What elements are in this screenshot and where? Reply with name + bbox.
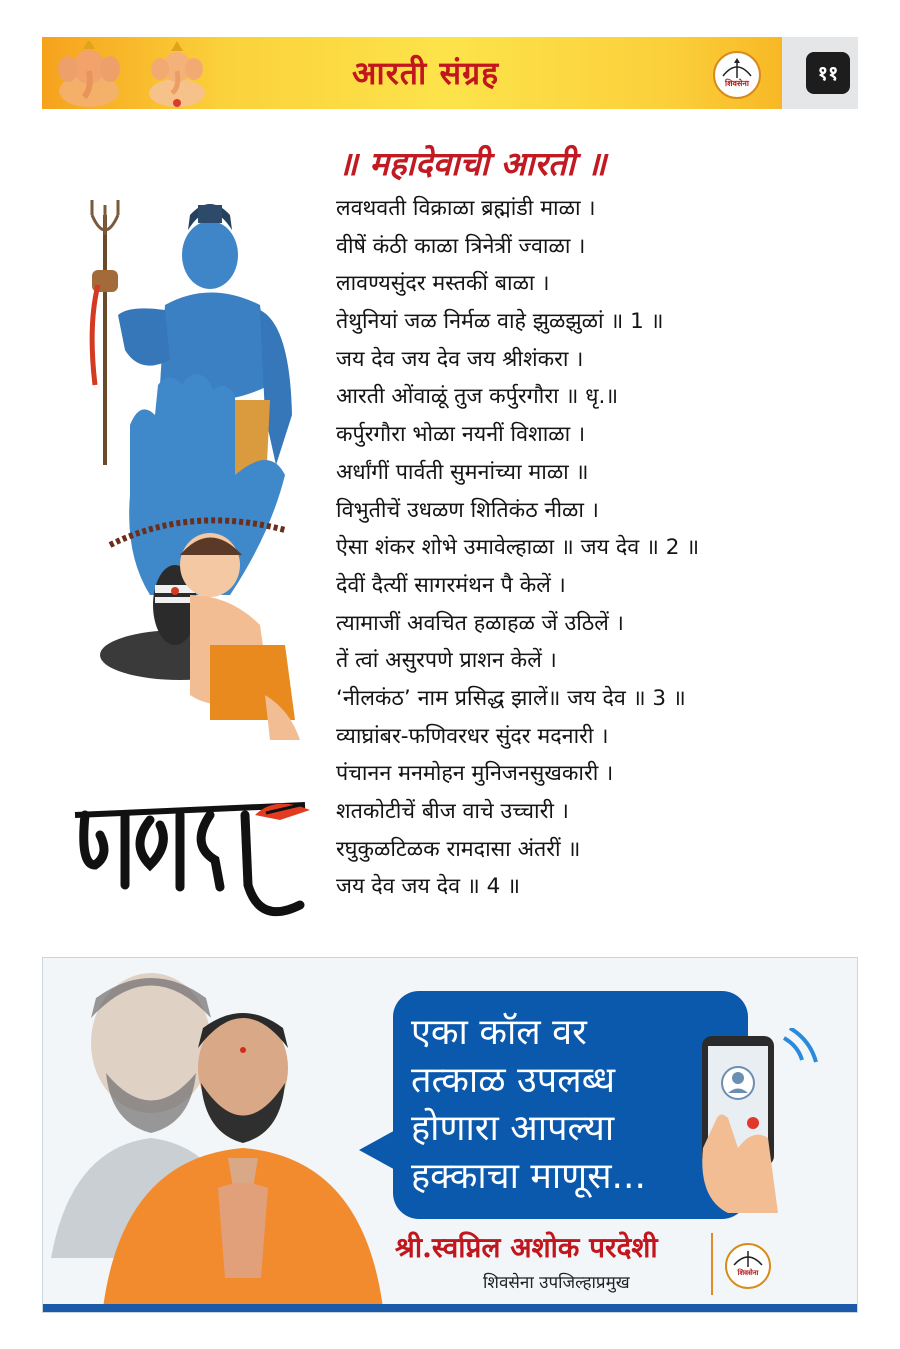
verse-line: लावण्यसुंदर मस्तकीं बाळा । <box>336 271 550 297</box>
verse-line: शतकोटीचें बीज वाचे उच्चारी । <box>336 799 569 824</box>
verse-line: त्यामाजीं अवचित हळाहळ जें उठिलें । <box>336 610 624 636</box>
leader-name: श्री.स्वप्निल अशोक परदेशी <box>395 1231 658 1264</box>
promo-banner <box>42 957 858 1313</box>
verse-line: जय देव जय देव जय श्रीशंकरा । <box>336 346 584 372</box>
shiva-illustration <box>70 175 320 755</box>
aarti-verses <box>336 190 876 906</box>
ganesh-image-left <box>48 41 130 109</box>
verse-line: लवथवती विक्राळा ब्रह्मांडी माळा । <box>336 196 596 221</box>
ganesh-image-right <box>142 41 212 109</box>
verse-line: कर्पुरगौरा भोळा नयनीं विशाळा । <box>336 422 586 448</box>
bow-arrow-icon <box>729 1247 767 1269</box>
verse-line: ऐसा शंकर शोभे उमावेल्हाळा ॥ जय देव ॥ 2 ॥ <box>336 535 700 561</box>
speech-bubble-tail <box>359 1128 399 1172</box>
shivsena-logo <box>713 51 761 99</box>
verse-line: व्याघ्रांबर-फणिवरधर सुंदर मदनारी । <box>336 723 609 749</box>
logo-label: शिवसेना <box>737 1269 759 1277</box>
verse-line: तें त्वां असुरपणे प्राशन केलें । <box>336 648 557 674</box>
verse-line: विभुतीचें उधळण शितिकंठ नीळा । <box>336 497 599 523</box>
book-title: आरती संग्रह <box>352 54 500 92</box>
phone-icon <box>698 1028 828 1218</box>
logo-label: शिवसेना <box>725 79 749 88</box>
verse-line: आरती ओंवाळूं तुज कर्पुरगौरा ॥ धृ.॥ <box>336 384 619 410</box>
aarti-title: ॥ महादेवाची आरती ॥ <box>338 144 607 183</box>
verse-line: ‘नीलकंठ’ नाम प्रसिद्ध झालें॥ जय देव ॥ 3 ॥ <box>336 685 686 711</box>
bubble-text-line: एका कॉल वर <box>411 1012 587 1053</box>
verse-line: रघुकुळटिळक रामदासा अंतरीं ॥ <box>336 836 581 862</box>
page-number: ११ <box>806 52 850 94</box>
verse-line: तेथुनियां जळ निर्मळ वाहे झुळझुळां ॥ 1 ॥ <box>336 309 664 335</box>
bubble-text-line: होणारा आपल्या <box>411 1108 615 1149</box>
verse-line: पंचानन मनमोहन मुनिजनसुखकारी । <box>336 761 614 787</box>
page-header <box>42 37 858 109</box>
mahadev-calligraphy <box>70 775 320 925</box>
leader-role: शिवसेना उपजिल्हाप्रमुख <box>483 1273 630 1293</box>
bow-arrow-icon <box>717 56 757 80</box>
divider <box>711 1233 713 1295</box>
verse-line: देवीं दैत्यीं सागरमंथन पै केलें । <box>336 572 566 598</box>
verse-line: जय देव जय देव ॥ 4 ॥ <box>336 874 521 900</box>
leader-photo <box>83 988 403 1308</box>
verse-line: वीषें कंठी काळा त्रिनेत्रीं ज्वाळा । <box>336 233 586 259</box>
mahadev-calligraphy-art <box>70 775 320 925</box>
shivsena-logo-small <box>725 1243 771 1289</box>
banner-bottom-bar <box>43 1304 857 1312</box>
verse-line: अर्धांगीं पार्वती सुमनांच्या माळा ॥ <box>336 459 589 485</box>
bubble-text-line: तत्काळ उपलब्ध <box>411 1060 616 1101</box>
bubble-text-line: हक्काचा माणूस... <box>411 1156 646 1197</box>
